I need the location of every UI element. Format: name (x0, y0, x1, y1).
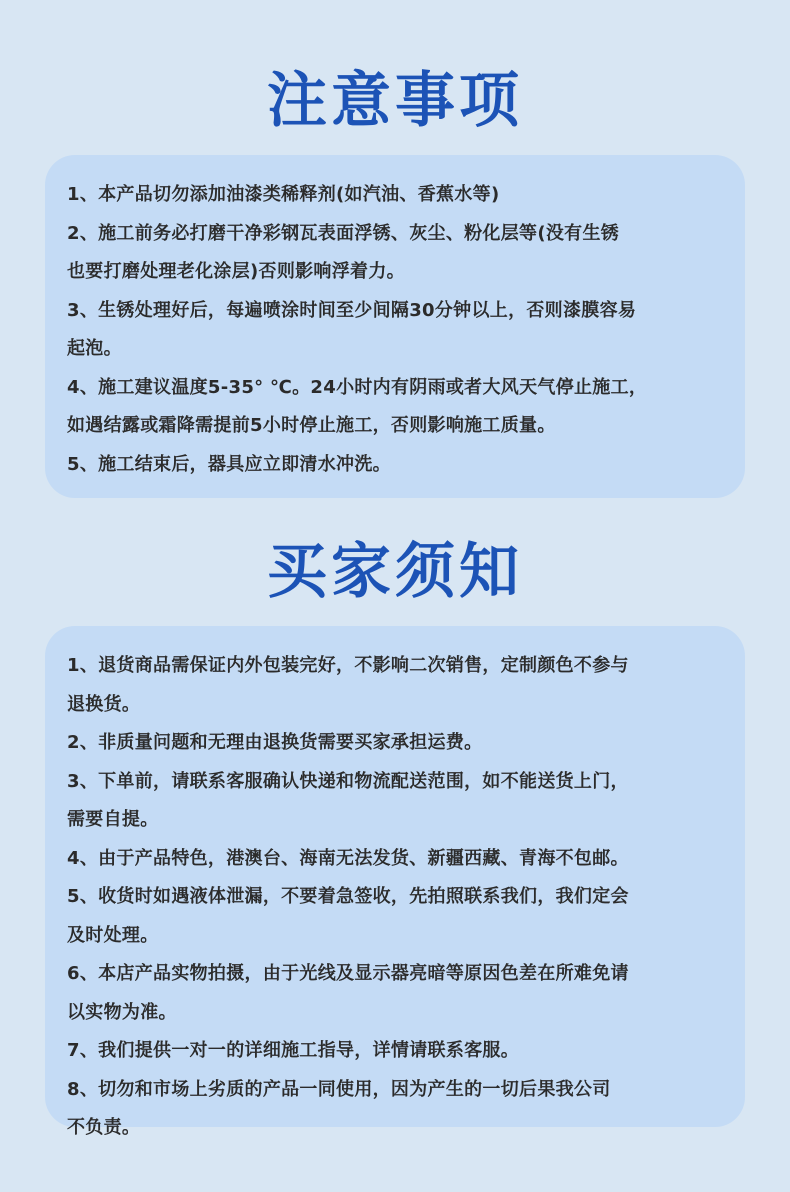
list-item-line: 2、施工前务必打磨干净彩钢瓦表面浮锈、灰尘、粉化层等(没有生锈 (67, 222, 620, 244)
list-item (67, 176, 725, 215)
buyer-notice-title: 买家须知 (267, 537, 523, 607)
list-item-line: 如遇结露或霜降需提前5小时停止施工，否则影响施工质量。 (67, 415, 556, 436)
list-item-line: 8、切勿和市场上劣质的产品一同使用，因为产生的一切后果我公司 (67, 1078, 611, 1100)
list-item-line: 4、施工建议温度5-35° ℃。24小时内有阴雨或者大风天气停止施工， (67, 376, 648, 398)
list-item (67, 369, 725, 446)
list-item-line: 2、非质量问题和无理由退换货需要买家承担运费。 (67, 732, 483, 753)
list-item-line: 5、施工结束后，器具应立即清水冲洗。 (67, 453, 391, 475)
list-item (67, 763, 725, 840)
list-item (67, 878, 725, 955)
list-item-line: 3、生锈处理好后，每遍喷涂时间至少间隔30分钟以上，否则漆膜容易 (67, 299, 637, 321)
list-item-line: 也要打磨处理老化涂层)否则影响浮着力。 (67, 261, 405, 282)
notes-title: 注意事项 (267, 66, 523, 136)
list-item-line: 需要自提。 (67, 809, 159, 830)
list-item-line: 起泡。 (67, 338, 122, 359)
list-item-line: 以实物为准。 (67, 1001, 177, 1023)
notes-card (45, 155, 745, 498)
list-item (67, 446, 725, 485)
list-item-line: 5、收货时如遇液体泄漏，不要着急签收，先拍照联系我们，我们定会 (67, 886, 629, 907)
list-item-line: 4、由于产品特色，港澳台、海南无法发货、新疆西藏、青海不包邮。 (67, 847, 629, 869)
buyer-notice-list (67, 647, 725, 1148)
list-item (67, 292, 725, 369)
list-item (67, 840, 725, 879)
list-item-line: 3、下单前，请联系客服确认快递和物流配送范围，如不能送货上门， (67, 770, 629, 792)
list-item (67, 1032, 725, 1071)
list-item (67, 955, 725, 1032)
list-item-line: 不负责。 (67, 1117, 141, 1138)
list-item-line: 6、本店产品实物拍摄，由于光线及显示器亮暗等原因色差在所难免请 (67, 963, 629, 984)
list-item (67, 647, 725, 724)
buyer-notice-card (45, 626, 745, 1138)
list-item-line: 1、退货商品需保证内外包装完好，不影响二次销售，定制颜色不参与 (67, 655, 629, 676)
list-item (67, 1071, 725, 1148)
list-item-line: 及时处理。 (67, 924, 159, 946)
list-item-line: 1、本产品切勿添加油漆类稀释剂(如汽油、香蕉水等) (67, 184, 500, 205)
list-item-line: 退换货。 (67, 693, 141, 715)
notes-list (67, 176, 725, 484)
list-item (67, 215, 725, 292)
list-item-line: 7、我们提供一对一的详细施工指导，详情请联系客服。 (67, 1040, 520, 1061)
list-item (67, 724, 725, 763)
